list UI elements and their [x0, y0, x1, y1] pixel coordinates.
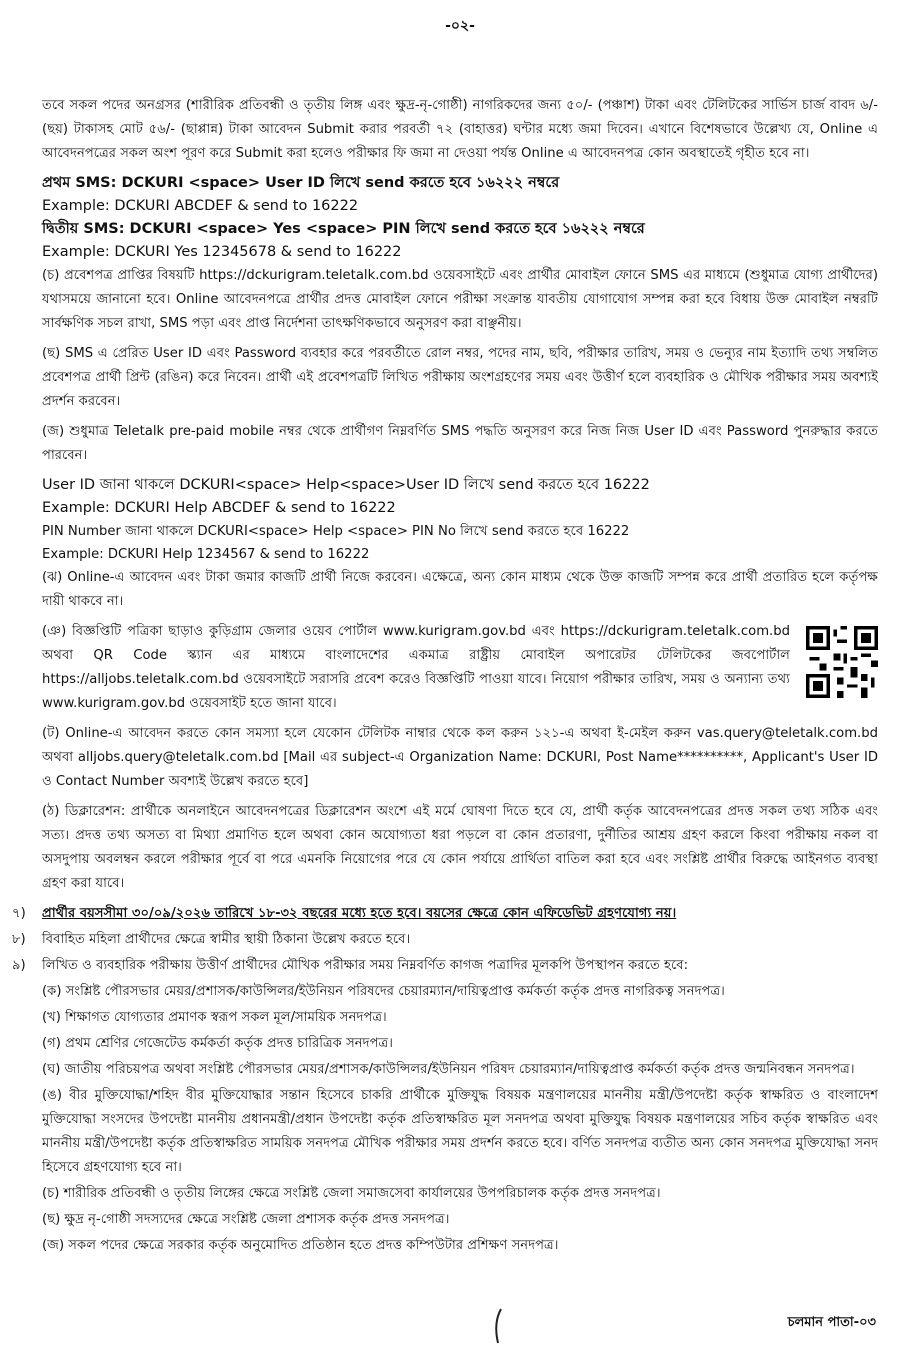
portal-block — [42, 620, 878, 722]
qr-code-icon[interactable] — [806, 626, 878, 698]
portal-paragraph: (ঞ) বিজ্ঞপ্তিটি পত্রিকা ছাড়াও কুড়িগ্রাম জেলার ওয়েব পোর্টাল www.kurigram.gov.bd এবং https://dckurigram.teletalk.com.bd অথবা QR Code স্ক্যান এর মাধ্যমে বাংলাদেশের একমাত্র রাষ্ট্রীয় মোবাইল অপারেটর টেলিটকের জবপোর্টাল https://alljobs.teletalk.com.bd ওয়েবসাইটে সরাসরি প্রবেশ করেও বিজ্ঞপ্তিটি পাওয়া যাবে। নিয়োগ পরীক্ষার তারিখ, সময় ও অন্যান্য তথ্য www.kurigram.gov.bd ওয়েবসাইট হতে জানা যাবে। — [42, 624, 790, 711]
userid-instruction: User ID জানা থাকলে DCKURI<space> Help<space>User ID লিখে send করতে হবে 16222 — [42, 477, 650, 493]
documents-list — [42, 980, 878, 1258]
document-item: (ছ) ক্ষুদ্র নৃ-গোষ্ঠী সদস্যদের ক্ষেত্রে সংশ্লিষ্ট জেলা প্রশাসক কর্তৃক প্রদত্ত সনদপত্র। — [42, 1212, 450, 1227]
admit-card-paragraph: (চ) প্রবেশপত্র প্রাপ্তির বিষয়টি https://dckurigram.teletalk.com.bd ওয়েবসাইটে এবং প্রার্থীর মোবাইল ফোনে SMS এর মাধ্যমে (শুধুমাত্র যোগ্য প্রার্থীদের) যথাসময়ে জানানো হবে। Online আবেদনপত্রে প্রার্থীর প্রদত্ত মোবাইল ফোনে পরীক্ষা সংক্রান্ত যাবতীয় যোগাযোগ সম্পন্ন করা হবে বিধায় উক্ত মোবাইল নম্বরটি সার্বক্ষণিক সচল রাখা, SMS পড়া এবং প্রাপ্ত নির্দেশনা তাৎক্ষণিকভাবে অনুসরণ করা বাঞ্ছনীয়। — [42, 268, 878, 331]
sms2-example: Example: DCKURI Yes 12345678 & send to 16222 — [42, 244, 402, 260]
sms1-instruction: প্রথম SMS: DCKURI <space> User ID লিখে send করতে হবে ১৬২২২ নম্বরে — [42, 175, 560, 191]
helpline-paragraph: (ট) Online-এ আবেদন করতে কোন সমস্যা হলে যেকোন টেলিটক নাম্বার থেকে কল করুন ১২১-এ অথবা ই-মেইল করুন vas.query@teletalk.com.bd অথবা alljobs.query@teletalk.com.bd [Mail এর subject-এ Organization Name: DCKURI, Post Name**********, Applicant's User ID ও Contact Number অবশ্যই উল্লেখ করতে হবে] — [42, 726, 878, 789]
declaration-paragraph: (ঠ) ডিক্লারেশন: প্রার্থীকে অনলাইনে আবেদনপত্রের ডিক্লারেশন অংশে এই মর্মে ঘোষণা দিতে হবে যে, প্রার্থী কর্তৃক আবেদনপত্রের প্রদত্ত সকল তথ্য সঠিক এবং সত্য। প্রদত্ত তথ্য অসত্য বা মিথ্যা প্রমাণিত হলে অথবা কোন অযোগ্যতা ধরা পড়লে বা কোন প্রতারণা, দুর্নীতির আশ্রয় গ্রহণ করলে কিংবা পরীক্ষায় নকল বা অসদুপায় অবলম্বন করলে পরীক্ষার পূর্বে বা পরে এমনকি নিয়োগের পরে যে কোন পর্যায়ে প্রার্থিতা বাতিল করা হবে এবং সংশ্লিষ্ট প্রার্থীর বিরুদ্ধে আইনগত ব্যবস্থা গ্রহণ করা যাবে। — [42, 804, 878, 891]
list-item-number: ৯) — [12, 958, 26, 973]
document-item: (ক) সংশ্লিষ্ট পৌরসভার মেয়র/প্রশাসক/কাউন্সিলর/ইউনিয়ন পরিষদের চেয়ারম্যান/দায়িত্বপ্রাপ্ত কর্মকর্তা কর্তৃক প্রদত্ত নাগরিকত্ব সনদপত্র। — [42, 984, 725, 999]
list-item-number: ৭) — [12, 906, 26, 921]
pen-mark — [492, 1308, 506, 1344]
list-item-number: ৮) — [12, 932, 26, 947]
continued-page-note: চলমান পাতা-০৩ — [787, 1315, 876, 1330]
document-item: (চ) শারীরিক প্রতিবন্ধী ও তৃতীয় লিঙ্গের ক্ষেত্রে সংশ্লিষ্ট জেলা সমাজসেবা কার্যালয়ের উপপরিচালক কর্তৃক প্রদত্ত সনদপত্র। — [42, 1186, 661, 1201]
sms1-example: Example: DCKURI ABCDEF & send to 16222 — [42, 198, 359, 214]
document-item: (ঘ) জাতীয় পরিচয়পত্র অথবা সংশ্লিষ্ট পৌরসভার মেয়র/প্রশাসক/কাউন্সিলর/ইউনিয়ন পরিষদ চেয়ারম্যান/দায়িত্বপ্রাপ্ত কর্মকর্তা কর্তৃক প্রদত্ত জন্মনিবন্ধন সনদপত্র। — [42, 1062, 855, 1077]
list-item-text: লিখিত ও ব্যবহারিক পরীক্ষায় উত্তীর্ণ প্রার্থীদের মৌখিক পরীক্ষার সময় নিম্নবর্ণিত কাগজ পত্রাদির মূলকপি উপস্থাপন করতে হবে: — [42, 958, 689, 973]
userid-example: Example: DCKURI Help ABCDEF & send to 16222 — [42, 500, 396, 516]
document-item: (জ) সকল পদের ক্ষেত্রে সরকার কর্তৃক অনুমোদিত প্রতিষ্ঠান হতে প্রদত্ত কম্পিউটার প্রশিক্ষণ সনদপত্র। — [42, 1238, 559, 1253]
list-item — [12, 902, 878, 928]
self-apply-paragraph: (ঝ) Online-এ আবেদন এবং টাকা জমার কাজটি প্রার্থী নিজে করবেন। এক্ষেত্রে, অন্য কোন মাধ্যম থেকে উক্ত কাজটি সম্পন্ন করে প্রার্থী প্রতারিত হলে কর্তৃপক্ষ দায়ী থাকবে না। — [42, 570, 878, 609]
document-item: (খ) শিক্ষাগত যোগ্যতার প্রমাণক স্বরূপ সকল মূল/সাময়িক সনদপত্র। — [42, 1010, 387, 1025]
document-item: (ঙ) বীর মুক্তিযোদ্ধা/শহিদ বীর মুক্তিযোদ্ধার সন্তান হিসেবে চাকরি প্রার্থীকে মুক্তিযুদ্ধ বিষয়ক মন্ত্রণালয়ের মাননীয় মন্ত্রী/উপদেষ্টা কর্তৃক স্বাক্ষরিত ও বাংলাদেশ মুক্তিযোদ্ধা সংসদের উপদেষ্টা মাননীয় প্রধানমন্ত্রী/প্রধান উপদেষ্টা কর্তৃক প্রতিস্বাক্ষরিত মূল সনদপত্র অথবা মুক্তিযুদ্ধ বিষয়ক মন্ত্রণালয়ের সচিব কর্তৃক স্বাক্ষরিত এবং মাননীয় মন্ত্রী/উপদেষ্টা কর্তৃক প্রতিস্বাক্ষরিত সাময়িক সনদপত্র মৌখিক পরীক্ষার সময় প্রদর্শন করতে হবে। বর্ণিত সনদপত্র ব্যতীত অন্য কোন সনদপত্র মুক্তিযোদ্ধা সনদ হিসেবে গ্রহণযোগ্য হবে না। — [42, 1088, 878, 1175]
list-item-text: প্রার্থীর বয়সসীমা ৩০/০৯/২০২৬ তারিখে ১৮-৩২ বছরের মধ্যে হতে হবে। বয়সের ক্ষেত্রে কোন এফিডেভিট গ্রহণযোগ্য নয়। — [42, 906, 677, 921]
pin-example: Example: DCKURI Help 1234567 & send to 16222 — [42, 547, 370, 562]
list-item-text: বিবাহিত মহিলা প্রার্থীদের ক্ষেত্রে স্বামীর স্থায়ী ঠিকানা উল্লেখ করতে হবে। — [42, 932, 411, 947]
fee-paragraph: তবে সকল পদের অনগ্রসর (শারীরিক প্রতিবন্ধী ও তৃতীয় লিঙ্গ এবং ক্ষুদ্র-নৃ-গোষ্ঠী) নাগরিকদের জন্য ৫০/- (পঞ্চাশ) টাকা এবং টেলিটকের সার্ভিস চার্জ বাবদ ৬/- (ছয়) টাকাসহ মোট ৫৬/- (ছাপ্পান্ন) টাকা আবেদন Submit করার পরবর্তী ৭২ (বাহাত্তর) ঘন্টার মধ্যে জমা দিবেন। এখানে বিশেষভাবে উল্লেখ্য যে, Online এ আবেদনপত্রের সকল অংশ পূরণ করে Submit করা হলেও পরীক্ষার ফি জমা না দেওয়া পর্যন্ত Online এ আবেদনপত্র কোন অবস্থাতেই গৃহীত হবে না। — [42, 98, 878, 161]
pin-instruction: PIN Number জানা থাকলে DCKURI<space> Help <space> PIN No লিখে send করতে হবে 16222 — [42, 524, 630, 539]
list-item — [12, 954, 878, 980]
document-item: (গ) প্রথম শ্রেণির গেজেটেড কর্মকর্তা কর্তৃক প্রদত্ত চারিত্রিক সনদপত্র। — [42, 1036, 393, 1051]
recover-password-paragraph: (জ) শুধুমাত্র Teletalk pre-paid mobile নম্বর থেকে প্রার্থীগণ নিম্নবর্ণিত SMS পদ্ধতি অনুসরণ করে নিজ নিজ User ID এবং Password পুনরুদ্ধার করতে পারবেন। — [42, 424, 878, 463]
list-item — [12, 928, 878, 954]
print-admit-paragraph: (ছ) SMS এ প্রেরিত User ID এবং Password ব্যবহার করে পরবর্তীতে রোল নম্বর, পদের নাম, ছবি, পরীক্ষার তারিখ, সময় ও ভেন্যুর নাম ইত্যাদি তথ্য সম্বলিত প্রবেশপত্র প্রার্থী প্রিন্ট (রঙিন) করে নিবেন। প্রার্থী এই প্রবেশপত্রটি লিখিত পরীক্ষায় অংশগ্রহণের সময় এবং উত্তীর্ণ হলে ব্যবহারিক ও মৌখিক পরীক্ষার সময় অবশ্যই প্রদর্শন করবেন। — [42, 346, 878, 409]
page-number: -০২- — [445, 18, 475, 34]
sms2-instruction: দ্বিতীয় SMS: DCKURI <space> Yes <space> PIN লিখে send করতে হবে ১৬২২২ নম্বরে — [42, 221, 645, 237]
